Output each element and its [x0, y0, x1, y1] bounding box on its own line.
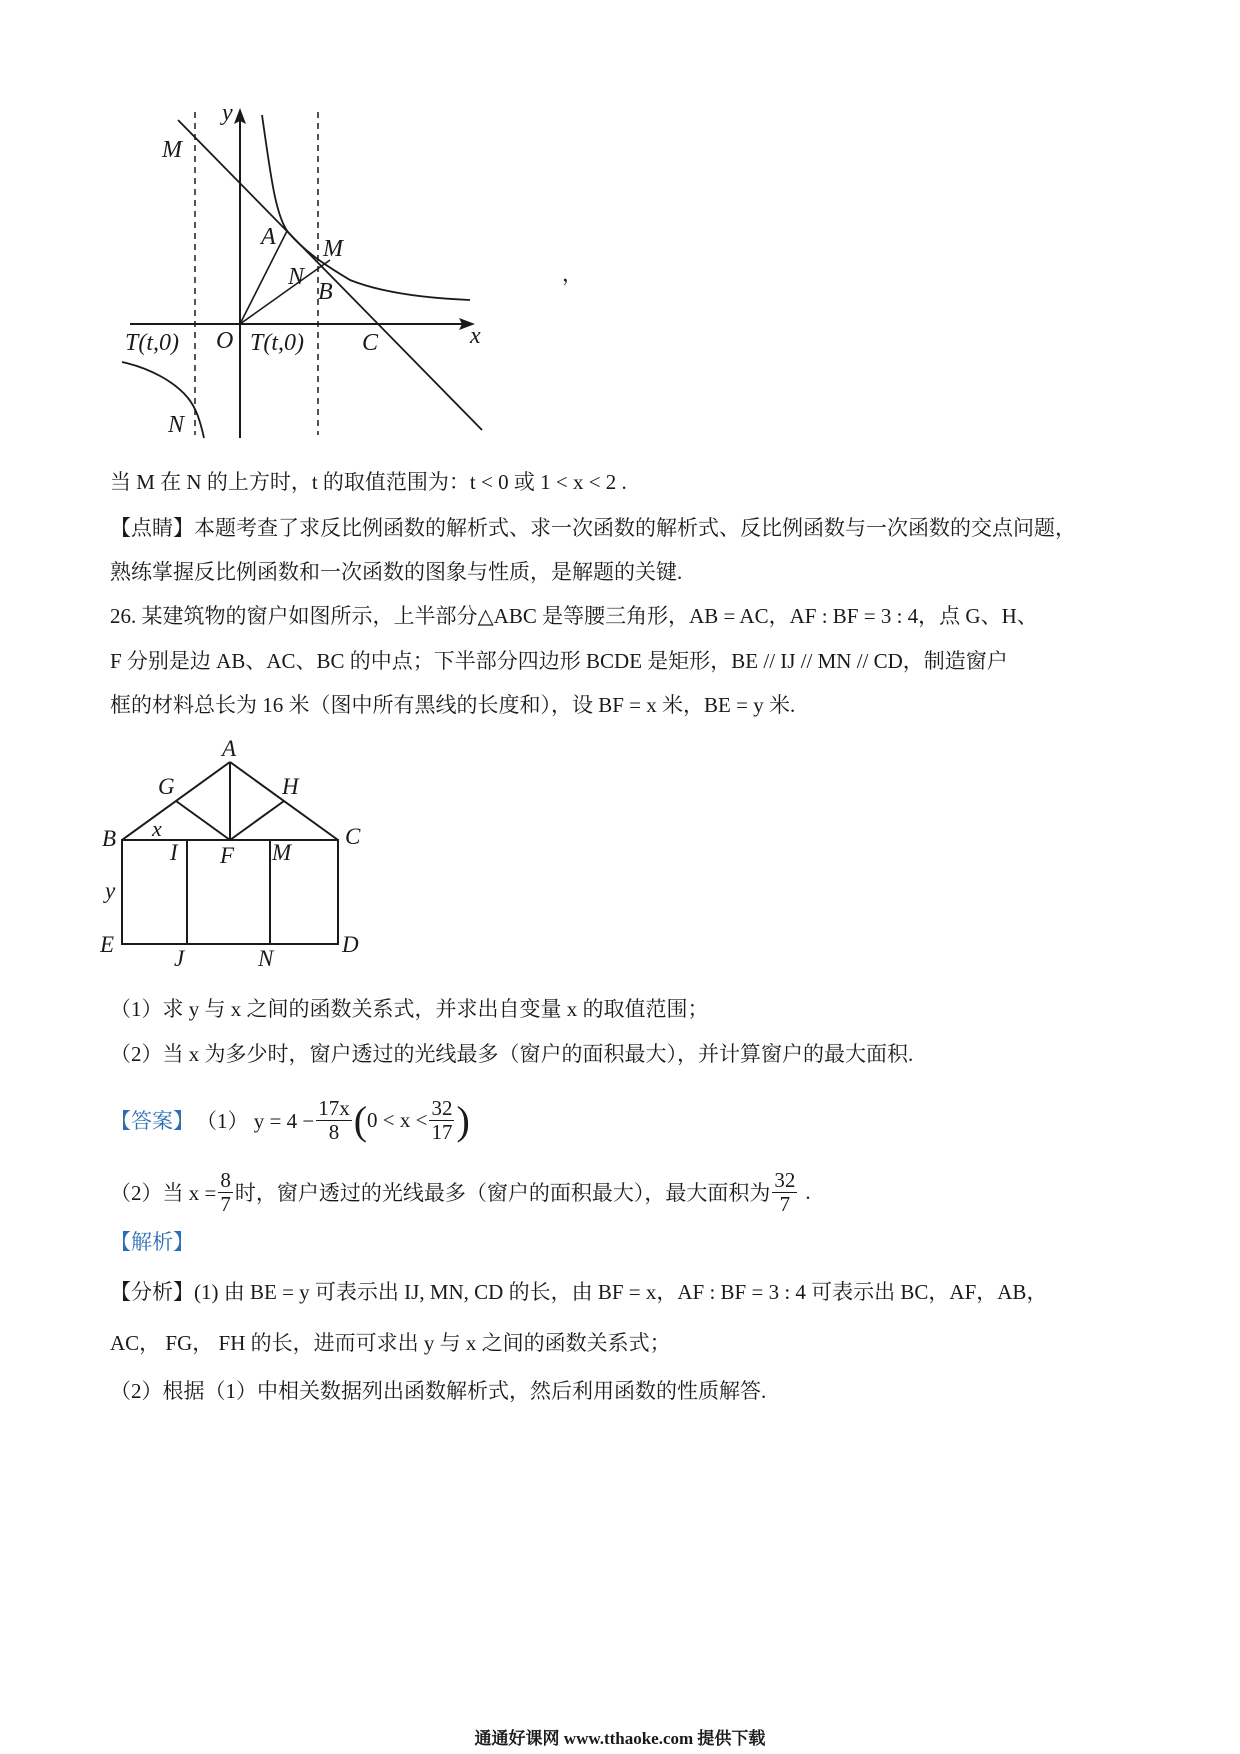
answer-2-end: . [805, 1179, 811, 1204]
label-B: B [102, 826, 117, 851]
label-x: x [470, 323, 481, 349]
label-N-mid: N [288, 264, 305, 290]
label-F: F [220, 843, 235, 868]
paren-open: ( [353, 1097, 368, 1143]
label-y: y [105, 878, 116, 903]
answer-2-area-fraction [772, 1169, 797, 1214]
label-y: y [222, 100, 233, 126]
segment-HF [230, 801, 284, 840]
label-N-bottom: N [168, 412, 185, 438]
coordinate-graph [110, 100, 610, 440]
question-26-line-2: F 分别是边 AB、AC、BC 的中点；下半部分四边形 BCDE 是矩形，BE // IJ // MN // CD，制造窗户 [110, 649, 1008, 673]
sub-question-2: （2）当 x 为多少时，窗户透过的光线最多（窗户的面积最大），并计算窗户的最大面积. [110, 1042, 914, 1066]
analysis-line-3: （2）根据（1）中相关数据列出函数解析式，然后利用函数的性质解答. [110, 1379, 767, 1403]
label-N: N [258, 946, 274, 971]
answer-1-range-fraction [429, 1097, 454, 1142]
label-D: D [342, 932, 359, 957]
analysis-line-1: 【分析】(1) 由 BE = y 可表示出 IJ, MN, CD 的长，由 BF = x，AF : BF = 3 : 4 可表示出 BC，AF，AB， [110, 1280, 1048, 1304]
paren-close: ) [456, 1097, 470, 1143]
label-C: C [345, 824, 361, 849]
sub-question-1: （1）求 y 与 x 之间的函数关系式，并求出自变量 x 的取值范围； [110, 997, 709, 1021]
answer-2-area-numerator: 32 [774, 1168, 796, 1193]
label-x: x [152, 816, 162, 841]
dianjing-text-1: 本题考查了求反比例函数的解析式、求一次函数的解析式、反比例函数与一次函数的交点问题， [194, 516, 1076, 540]
hyperbola-branch-lower [122, 362, 204, 438]
answer-1-numerator: 17x [318, 1096, 350, 1121]
trailing-comma: ， [562, 262, 583, 286]
label-C: C [362, 330, 379, 356]
answer-2-x-numerator: 8 [220, 1168, 231, 1193]
label-I: I [170, 840, 178, 865]
answer-2-x-denominator: 7 [220, 1191, 231, 1216]
label-M-mid: M [323, 236, 343, 262]
segment-OB [240, 260, 330, 324]
label-J: J [174, 946, 185, 971]
answer-2-middle: 时，窗户透过的光线最多（窗户的面积最大），最大面积为 [234, 1181, 771, 1205]
answer-2-area-denominator: 7 [779, 1191, 791, 1216]
answer-2-x-fraction [218, 1169, 233, 1214]
label-H: H [282, 774, 299, 799]
answer-1-range-prefix: 0 < x < [367, 1107, 428, 1132]
jiexi-tag: 【解析】 [110, 1230, 194, 1254]
answer-1-prefix: （1） y = 4 − [196, 1109, 315, 1133]
label-T-right: T(t,0) [250, 330, 304, 356]
label-E: E [100, 932, 115, 957]
answer-tag: 【答案】 [110, 1109, 194, 1133]
answer-1-fraction [316, 1097, 352, 1142]
analysis-line-2: AC， FG， FH 的长，进而可求出 y 与 x 之间的函数关系式； [110, 1331, 671, 1355]
question-26-line-1: 26. 某建筑物的窗户如图所示，上半部分△ABC 是等腰三角形，AB = AC，AF : BF = 3 : 4，点 G、H、 [110, 604, 1038, 628]
answer-2-prefix: （2）当 x = [110, 1181, 217, 1205]
page-footer: 通通好课网 www.tthaoke.com 提供下载 [474, 1729, 766, 1748]
dianjing-line-1 [110, 512, 1140, 544]
question-26-line-3: 框的材料总长为 16 米（图中所有黑线的长度和），设 BF = x 米，BE = y 米. [110, 693, 796, 717]
linear-function-line [178, 120, 482, 430]
window-figure [100, 730, 400, 980]
dianjing-line-2: 熟练掌握反比例函数和一次函数的图象与性质，是解题的关键. [110, 560, 683, 584]
answer-line-1 [110, 1085, 470, 1155]
label-G: G [158, 774, 175, 799]
label-A: A [222, 736, 237, 761]
segment-GF [176, 801, 230, 840]
label-T-left: T(t,0) [125, 330, 179, 356]
label-A: A [261, 224, 276, 250]
condition-line: 当 M 在 N 的上方时，t 的取值范围为：t < 0 或 1 < x < 2 . [110, 470, 627, 494]
label-B: B [318, 279, 333, 305]
answer-line-2 [110, 1160, 811, 1224]
answer-1-denominator: 8 [328, 1119, 340, 1144]
dianjing-tag: 【点睛】 [110, 516, 194, 540]
answer-1-range-numerator: 32 [431, 1096, 453, 1121]
answer-1-range-denominator: 17 [431, 1119, 453, 1144]
label-M-top: M [162, 137, 182, 163]
label-O: O [216, 328, 234, 354]
label-M: M [272, 840, 292, 865]
